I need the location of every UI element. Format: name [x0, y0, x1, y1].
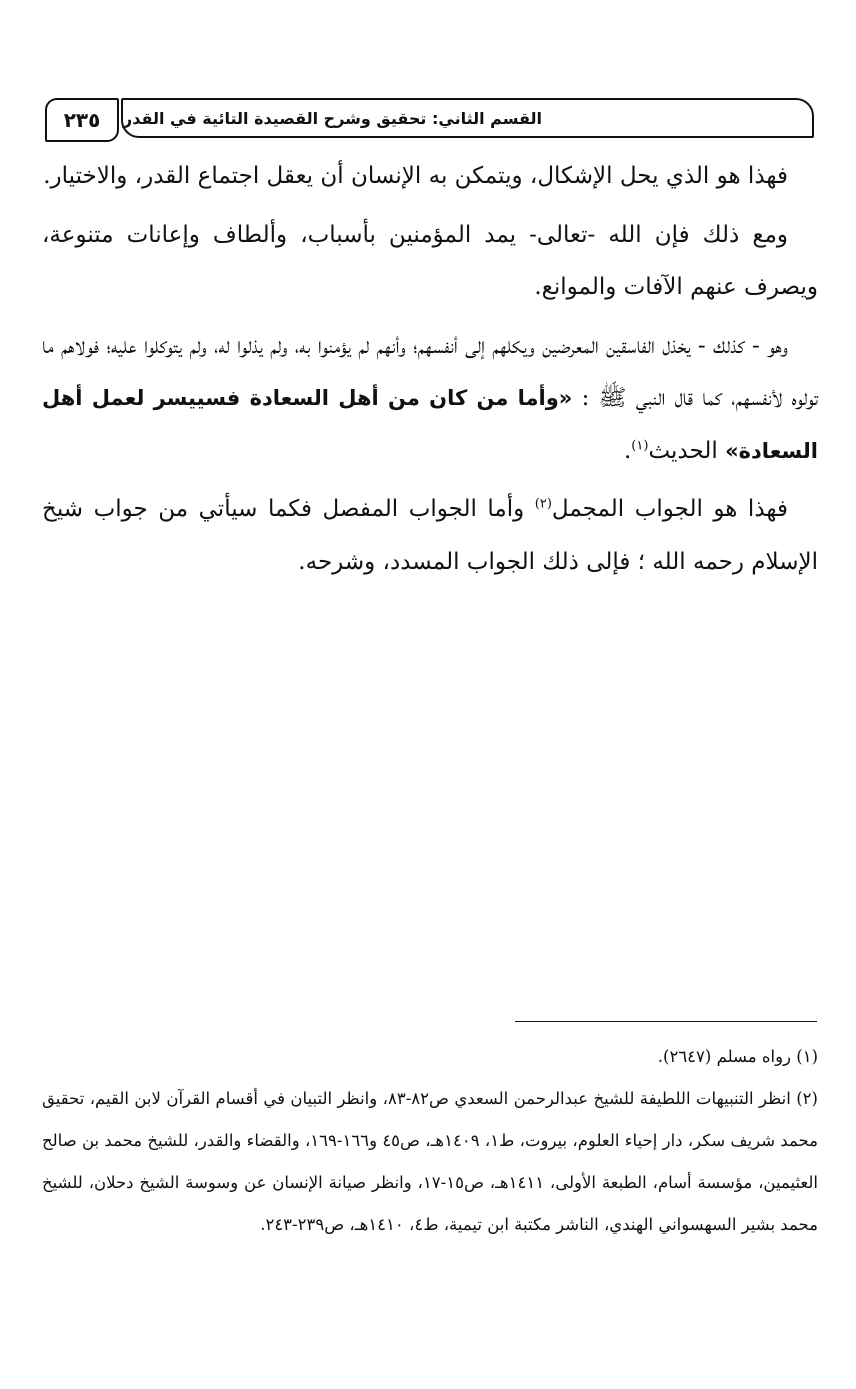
running-title: القسم الثاني: تحقيق وشرح القصيدة التائية في القدر	[121, 98, 814, 138]
paragraph-4-text: فهذا هو الجواب المجمل	[551, 496, 788, 522]
page-number: ٢٣٥	[45, 98, 119, 142]
paragraph-4-tail: وأما الجواب المفصل فكما سيأتي من جواب شيخ الإسلام رحمه الله ؛ فإلى ذلك الجواب المسدد، وشرحه.	[42, 496, 818, 575]
paragraph-3	[42, 320, 818, 478]
hadith-quote: «وأما من كان من أهل السعادة فسييسر لعمل أهل السعادة»	[42, 386, 818, 463]
footnote-1: (١) رواه مسلم (٢٦٤٧).	[657, 1047, 818, 1066]
paragraph-2: ومع ذلك فإن الله -تعالى- يمد المؤمنين بأسباب، وألطاف وإعانات متنوعة، ويصرف عنهم الآفات والموانع.	[42, 221, 818, 300]
paragraph-4	[42, 483, 818, 588]
footnote-ref-2[interactable]: (٢)	[534, 496, 552, 512]
paragraph-1: فهذا هو الذي يحل الإشكال، ويتمكن به الإنسان أن يعقل اجتماع القدر، والاختيار.	[43, 163, 788, 189]
paragraph-3-tail: الحديث	[648, 437, 726, 464]
paragraph-3-text: وهو - كذلك - يخذل الفاسقين المعرضين ويكلهم إلى أنفسهم؛ وأنهم لم يؤمنوا به، ولم يذلوا له، ولم يتوكلوا عليه؛ فولاهم ما تولوه لأنفسهم، كما قال النبي ﷺ :	[42, 332, 818, 411]
footnote-ref-1[interactable]: (١)	[631, 437, 649, 453]
main-text	[42, 150, 818, 594]
footnotes	[42, 1036, 818, 1246]
paragraph-3-end: .	[623, 437, 632, 464]
footnote-2: (٢) انظر التنبيهات اللطيفة للشيخ عبدالرحمن السعدي ص٨٢-٨٣، وانظر التبيان في أقسام القرآن لابن القيم، تحقيق محمد شريف سكر، دار إحياء العلوم، بيروت، ط١، ١٤٠٩هـ، ص٤٥ و١٦٦-١٦٩، والقضاء والقدر، للشيخ محمد بن صالح العثيمين، مؤسسة أسام، الطبعة الأولى، ١٤١١هـ، ص١٥-١٧، وانظر صيانة الإنسان عن وسوسة الشيخ دحلان، للشيخ محمد بشير السهسواني الهندي، الناشر مكتبة ابن تيمية، ط٤، ١٤١٠هـ، ص٢٣٩-٢٤٣.	[42, 1089, 818, 1234]
footnote-divider	[515, 1021, 817, 1022]
page-header	[45, 98, 818, 142]
